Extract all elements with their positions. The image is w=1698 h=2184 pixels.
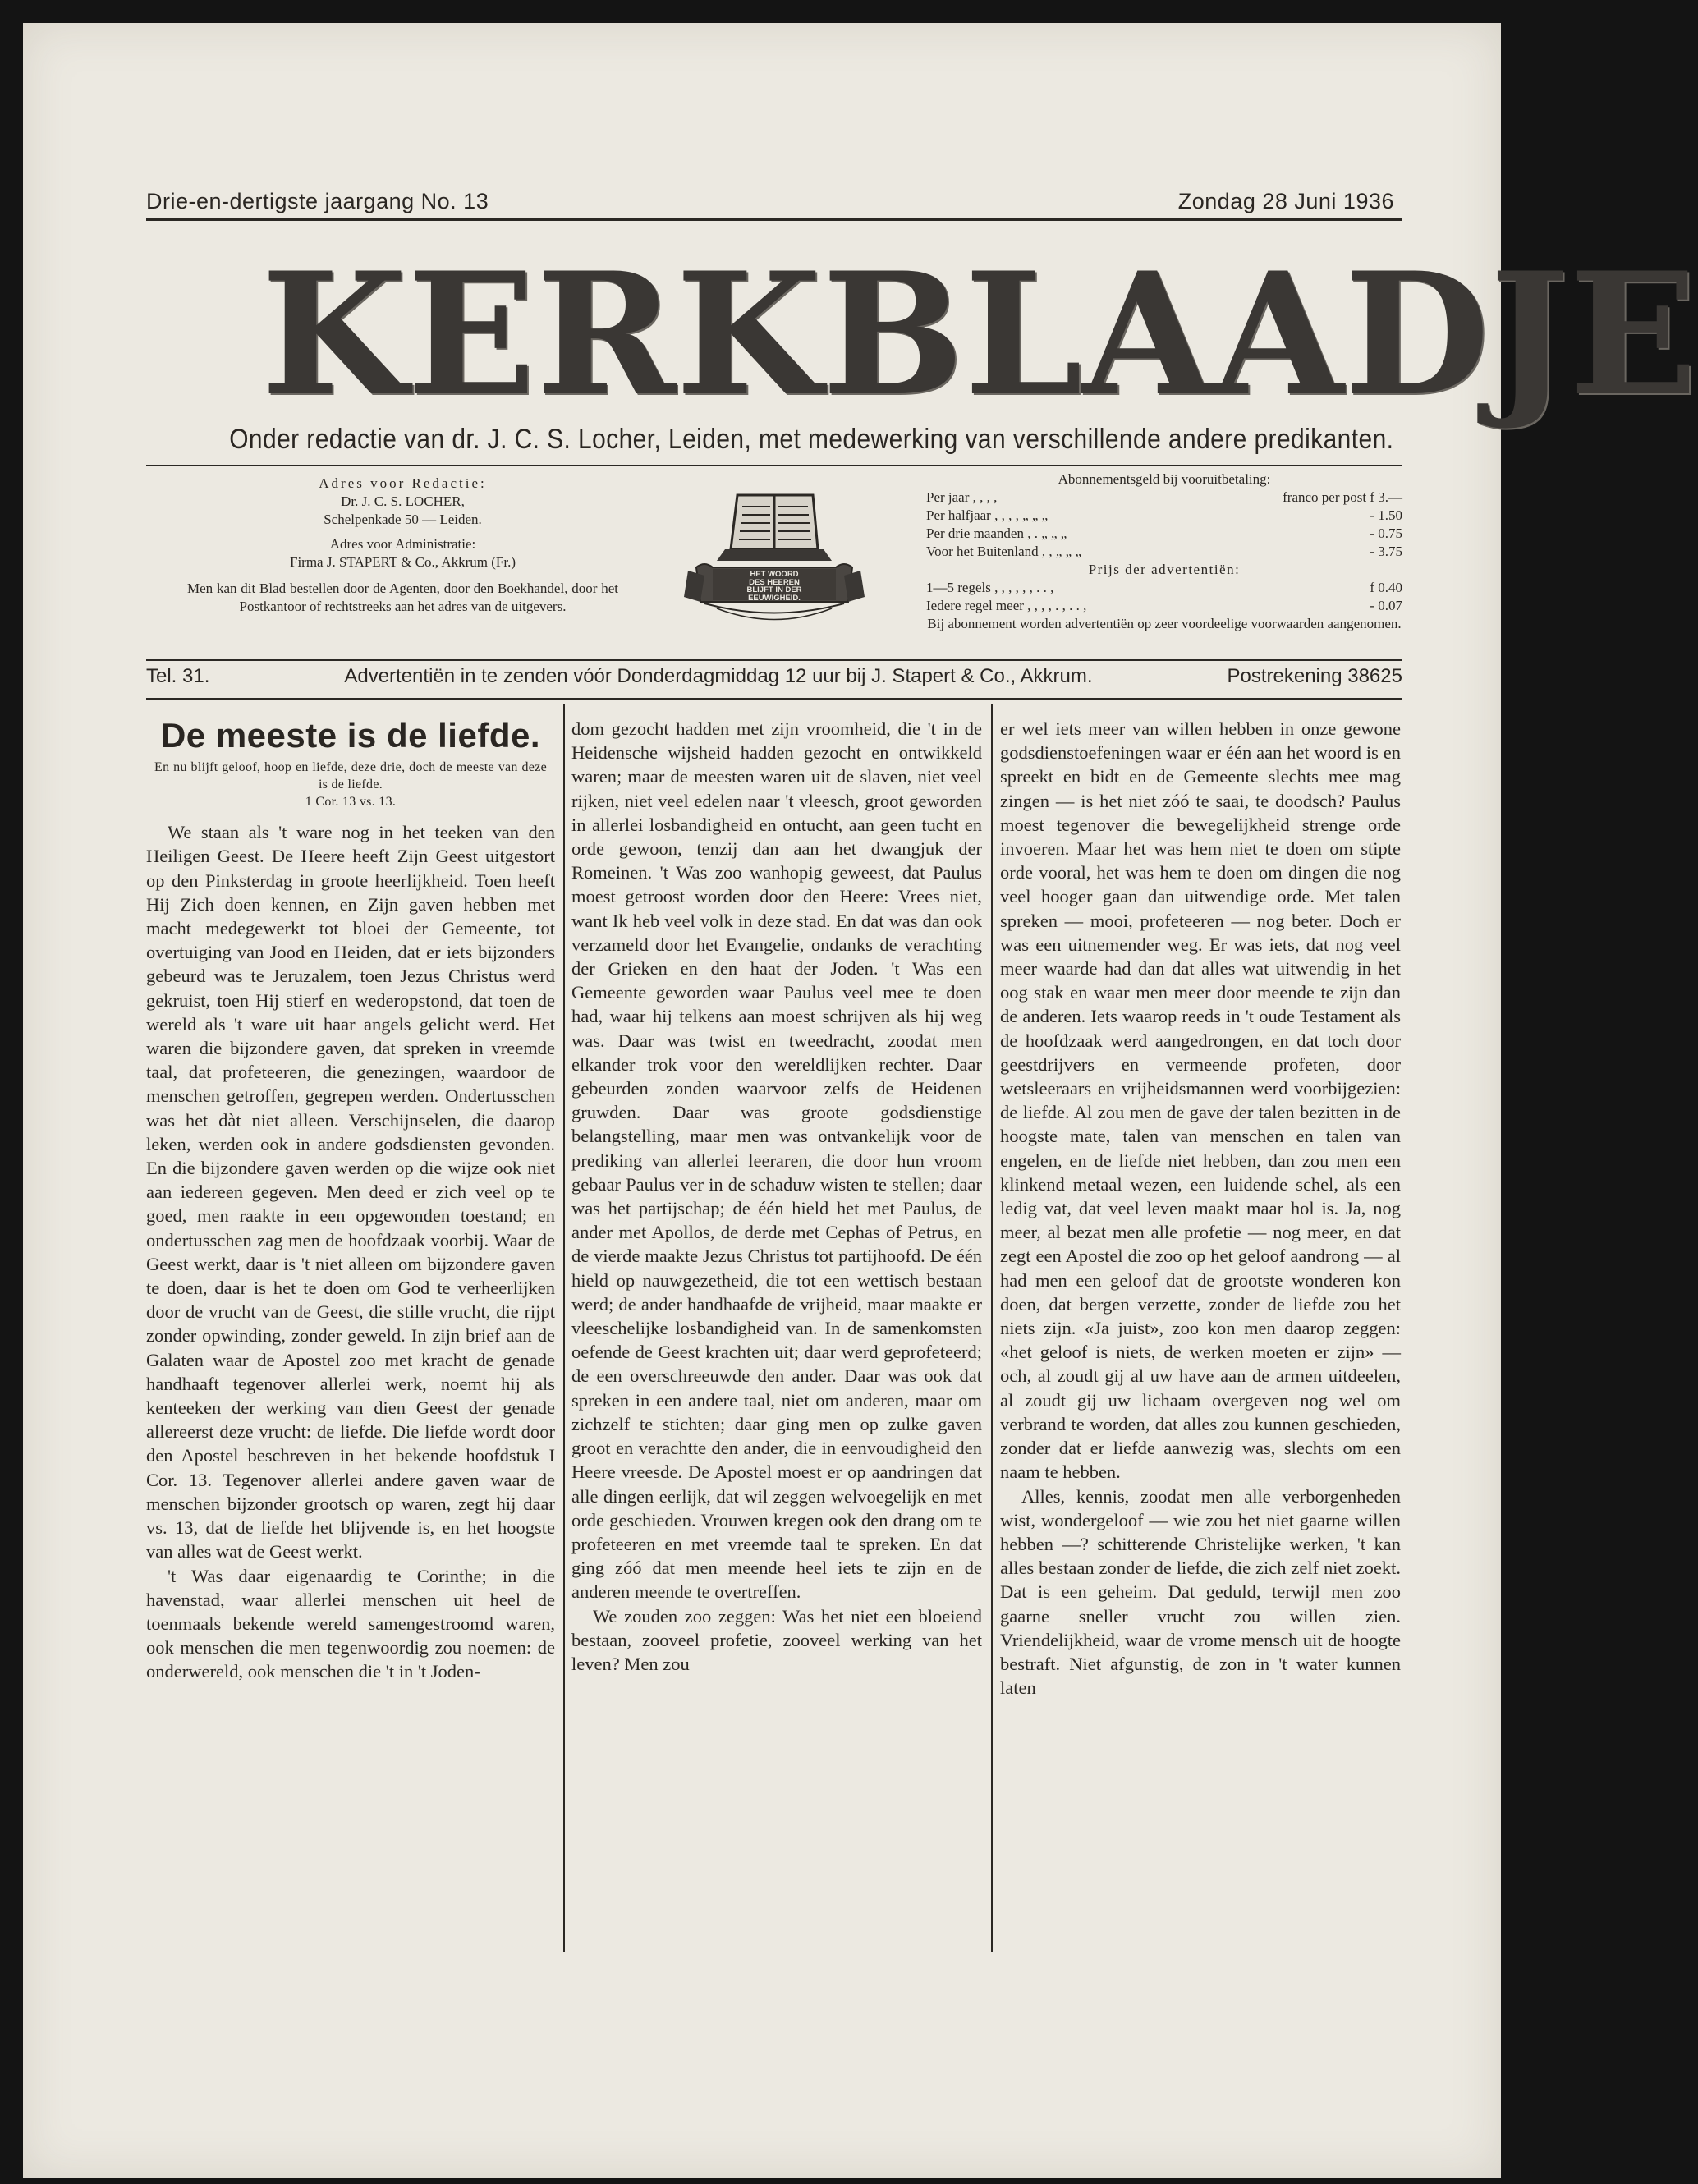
ad-price-value: f 0.40 xyxy=(1370,580,1402,595)
paragraph: We staan als 't ware nog in het teeken van den Heiligen Geest. De Heere heeft Zijn Geest uitgestort op den Pinksterdag in groote heerlijkheid. Toen heeft Hij Zich doen kennen, en Zijn gaven hebben met macht medegewerkt tot bloei der Gemeente, tot overtuiging van Jood en Heiden, dat er iets bijzonders gebeurd was te Jeruzalem, toen Jezus Christus werd gekruist, toen Hij stierf en wederopstond, dat toen de wereld als 't ware uit haar angels gelicht werd. Het waren die bijzondere gaven, dat spreken in vreemde taal, dat profeteeren, die genezingen, waardoor de menschen getroffen, gegrepen werden. Ondertusschen was het dàt niet alleen. Verschijnselen, die daarop leken, werden ook in andere godsdiensten gevonden. En die bijzondere gaven werden op die wijze ook niet aan iedereen gegeven. Men deed er zich veel op te goed, men raakte in een opgewonden toestand; en ondertusschen zag men de hoofdzaak voorbij. Waar de Geest werkt, daar is 't niet alleen om bijzondere gaven te doen, daar is het te doen om God te verheerlijken door de vrucht van de Geest, die stille vrucht, die rijpt zonder opwinding, zonder geweld. In zijn brief aan de Galaten waar de Apostel zoo met kracht de genade handhaaft tegenover allerlei werk, noemt hij als kenteeken der werking van dien Geest der genade allereerst deze vrucht: de liefde. Die liefde wordt door den Apostel beschreven in het bekende hoofdstuk I Cor. 13. Tegenover allerlei andere gaven waar de menschen bijzonder grootsch op waren, zegt hij daar vs. 13, dat de liefde het blijvende is, en het hoogste van alles wat de Geest werkt. xyxy=(146,822,555,1562)
masthead-letter: E xyxy=(1569,236,1698,434)
column-divider xyxy=(991,704,993,1952)
subscription-footnote: Bij abonnement worden advertentiën op zeer voordeelige voorwaarden aangenomen. xyxy=(927,616,1402,631)
masthead-letter: J xyxy=(1489,236,1570,434)
newspaper-page xyxy=(23,23,1698,2178)
ad-price-label: 1—5 regels , , , , , , . . , xyxy=(926,580,1054,595)
masthead-letter: L xyxy=(964,236,1083,434)
article-column-2 xyxy=(571,717,982,1676)
paragraph: er wel iets meer van willen hebben in onze gewone godsdienstoefeningen waar er één aan het woord is en spreekt en bidt en de Gemeente slechts mee mag zingen — is het niet zóó te saai, te doodsch? Paulus moest tegenover die bewegelijkheid strenge orde invoeren. Maar het was hem niet te doen om stipte orde vooral, het was hem te doen om dingen die nog veel hooger gaan dan uitwendige orde. Met talen spreken — mooi, profeteeren — nog beter. Doch er was een uitnemender weg. Er was iets, dat nog veel meer waarde had dan dat alles wat uitwendig in het oog stak en waar men meer door meende te zijn dan de anderen. Iets waarop reeds in 't oude Testament als de hoofdzaak werd aangedrongen, en dat toch door geestdrijvers en vermeende profeten, door wetsleeraars en vrijheidsmannen werd voorbijgezien: de liefde. Al zou men de gave der talen bezitten in de hoogste mate, talen van menschen en talen van engelen, en de liefde niet hebben, dan zou men een klinkend metaal wezen, een luidende schel, als een ledig vat, dat veel leven maakt maar hol is. Ja, nog meer, al bezat men alle profetie — nog meer, en dat zegt een Apostel die zoo op het geloof aandrong — al had men een geloof dat de grootste wonderen kon doen, dat bergen verzette, zonder de liefde zou het niets zijn. «Ja juist», zoo kon men daarop zeggen: «het geloof is niets, de werken moeten er zijn» — och, al zoudt gij al uw have aan de armen uitdeelen, al zoudt gij uw lichaam overgeven nog wel om verbrand te worden, dat alles zou kunnen geschieden, zonder dat er liefde aanwezig was, slechts om een naam te hebben. xyxy=(1000,718,1401,1483)
edition-number: Drie-en-dertigste jaargang No. 13 xyxy=(146,189,489,213)
masthead-letter: K xyxy=(675,236,823,434)
open-book-icon xyxy=(680,479,869,643)
masthead-letter: D xyxy=(1343,236,1490,434)
ad-price-row xyxy=(926,579,1402,597)
ordering-note: Men kan dit Blad bestellen door de Agenten, door den Boekhandel, door het Postkantoor of rechtstreeks aan het adres van de uitgevers. xyxy=(187,580,618,614)
giro-account: Postrekening 38625 xyxy=(1227,665,1402,687)
price-value: - 3.75 xyxy=(1370,544,1402,559)
emblem-banner-line: BLIJFT IN DER xyxy=(746,585,802,594)
masthead-letter: E xyxy=(407,236,536,434)
emblem-banner-line: HET WOORD xyxy=(750,570,799,579)
price-label: Per jaar , , , , xyxy=(926,489,998,505)
epigraph-reference: 1 Cor. 13 vs. 13. xyxy=(305,795,397,810)
info-bar xyxy=(146,665,1402,695)
article-column-1 xyxy=(146,717,555,1684)
ad-price-value: - 0.07 xyxy=(1370,598,1402,613)
editor-name: Dr. J. C. S. LOCHER, xyxy=(341,493,465,509)
price-value: - 1.50 xyxy=(1370,507,1402,523)
admin-name: Firma J. STAPERT & Co., Akkrum (Fr.) xyxy=(290,554,516,570)
price-label: Per halfjaar , , , , „ „ „ xyxy=(926,507,1049,523)
ad-price-label: Iedere regel meer , , , , . , . . , xyxy=(926,598,1087,613)
paragraph: Alles, kennis, zoodat men alle verborgenheden wist, wondergeloof — wie zou het niet gaarne willen hebben —? schitterende Christelijke werken, 't kan alles bestaan zonder de liefde, die zich zelf niet zoekt. Dat is een geheim. Dat geduld, terwijl men zoo gaarne sneller vrucht zou willen zien. Vriendelijkheid, waar de vrome mensch uit de hoogte bestraft. Niet afgunstig, de zon in 't water kunnen laten xyxy=(1000,1485,1401,1699)
epigraph-text: En nu blijft geloof, hoop en liefde, deze drie, doch de meeste van deze is de liefde. xyxy=(154,760,547,792)
masthead-letter: A xyxy=(1213,236,1344,434)
masthead-subtitle: Onder redactie van dr. J. C. S. Locher, Leiden, met medewerking van verschillende andere predikanten. xyxy=(229,424,1394,455)
bible-emblem xyxy=(680,479,869,643)
price-row xyxy=(926,525,1402,543)
masthead-title xyxy=(261,236,1698,434)
paragraph: dom gezocht hadden met zijn vroomheid, die 't in de Heidensche wijsheid hadden gezocht en ontwikkeld waren; maar de meesten waren uit de slaven, niet veel rijken, niet veel edelen naar 't vleesch, groot geworden in allerlei losbandigheid en ontucht, aan geen tucht en orde gewoon, tenzij dan aan het dwangjuk der Romeinen. 't Was zoo wanhopig geweest, dat Paulus moest getroost worden door den Heere: Vrees niet, want Ik heb veel volk in deze stad. En dat was dan ook verzameld door het Evangelie, ondanks de verachting der Grieken en den haat der Joden. 't Was een Gemeente geworden waar Paulus veel mee te doen had, waar hij telkens aan moest schrijven als hij weg was. Daar was twist en tweedracht, zoodat men elkander trok voor den wereldlijken rechter. Daar gebeurden zonden waarvoor zelfs de Heidenen gruwden. Daar was groote godsdienstige belangstelling, maar men was ontvankelijk voor de prediking van allerlei leeraren, die door hun vroom gebaar Paulus ver in de schaduw wisten te stellen; daar was het partijschap; de één hield het met Paulus, de ander met Apollos, de derde met Cephas of Petrus, en de vierde maakte Jezus Christus tot partijhoofd. De één hield op nauwgezetheid, die tot een wettisch bestaan werd; de ander handhaafde de vrijheid, maar maakte er vleeschelijke losbandigheid van. In de samenkomsten oefende de Geest krachten uit; daar werd geprofeteerd; de een overschreeuwde den ander. Daar was ook dat spreken in een andere taal, niet om anderen, maar om zichzelf te stichten; daar ging men op zulke gaven groot en verachtte den ander, die in eenvoudigheid den Heere vreesde. De Apostel moest er op aandringen dat alle dingen eerlijk, dat wil zeggen welvoegelijk en met orde geschieden. Vrouwen kregen ook den drang om te profeteeren en met vreemde taal te spreken. En dat ging zóó dat men meende heel iets te zijn en de anderen meende te overtreffen. xyxy=(571,718,982,1603)
ads-heading: Prijs der advertentiën: xyxy=(1088,562,1241,577)
info-rule-top xyxy=(146,659,1402,661)
ad-deadline: Advertentiën in te zenden vóór Donderdagmiddag 12 uur bij J. Stapert & Co., Akkrum. xyxy=(344,665,1093,687)
subtitle-rule xyxy=(146,465,1402,466)
editor-address-label: Adres voor Redactie: xyxy=(319,475,487,491)
emblem-banner xyxy=(713,571,836,602)
price-value: franco per post f 3.— xyxy=(1283,489,1402,505)
admin-address-label: Adres voor Administratie: xyxy=(329,536,476,552)
top-rule xyxy=(146,218,1402,221)
paragraph: We zouden zoo zeggen: Was het niet een bloeiend bestaan, zooveel profetie, zooveel werking van het leven? Men zou xyxy=(571,1605,982,1674)
subscription-heading: Abonnementsgeld bij vooruitbetaling: xyxy=(1058,471,1271,487)
issue-date: Zondag 28 Juni 1936 xyxy=(1177,189,1394,213)
paragraph: 't Was daar eigenaardig te Corinthe; in die havenstad, waar allerlei menschen uit heel de toenmaals bekende wereld samengestroomd waren, ook menschen die men tegenwoordig zou noemen: de onderwereld, ook menschen die 't in 't Joden- xyxy=(146,1565,555,1682)
telephone: Tel. 31. xyxy=(146,665,210,687)
masthead-letter: R xyxy=(535,236,676,434)
emblem-banner-line: EEUWIGHEID. xyxy=(748,593,801,603)
address-block xyxy=(187,475,618,616)
info-rule-bottom xyxy=(146,698,1402,700)
article-title: De meeste is de liefde. xyxy=(160,716,541,755)
article-column-3 xyxy=(1000,717,1401,1700)
masthead-letter: K xyxy=(261,236,408,434)
price-label: Voor het Buitenland , , „ „ „ xyxy=(926,544,1082,559)
masthead-letter: A xyxy=(1082,236,1214,434)
emblem-banner-line: DES HEEREN xyxy=(749,577,800,587)
column-divider xyxy=(563,704,565,1952)
masthead-letter: B xyxy=(822,236,965,434)
epigraph xyxy=(154,759,547,810)
price-row xyxy=(926,507,1402,525)
editor-street: Schelpenkade 50 — Leiden. xyxy=(324,512,482,527)
price-row xyxy=(926,489,1402,507)
ad-price-row xyxy=(926,597,1402,615)
price-label: Per drie maanden , . „ „ „ xyxy=(926,525,1067,541)
price-value: - 0.75 xyxy=(1370,525,1402,541)
price-row xyxy=(926,543,1402,561)
subscription-block xyxy=(926,470,1402,633)
